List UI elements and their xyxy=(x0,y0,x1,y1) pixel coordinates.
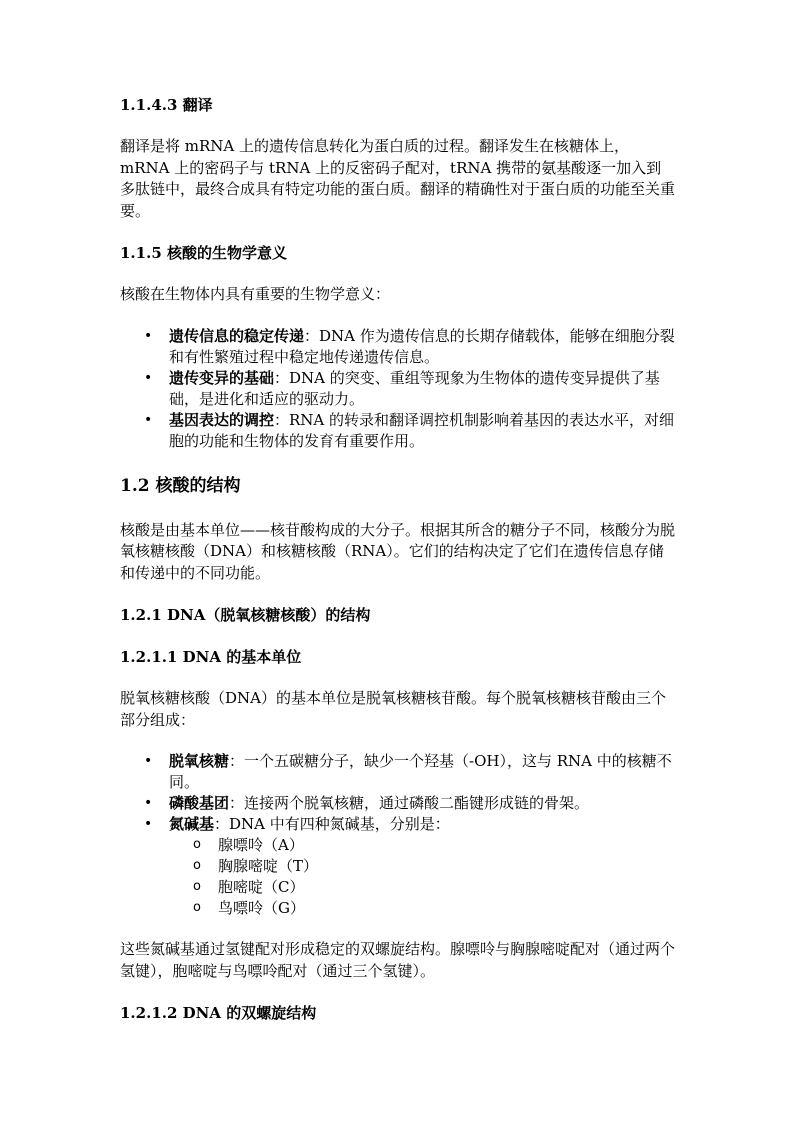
list-item-term: 磷酸基团 xyxy=(169,794,230,812)
list-item-text: ：一个五碳糖分子，缺少一个羟基（-OH），这与 RNA 中的核糖不同。 xyxy=(169,752,672,791)
list-item-term: 氮碱基 xyxy=(169,815,215,833)
list-item xyxy=(169,793,676,814)
paragraph-significance-intro: 核酸在生物体内具有重要的生物学意义： xyxy=(120,285,391,303)
paragraph-base-pairing: 这些氮碱基通过氢键配对形成稳定的双螺旋结构。腺嘌呤与胸腺嘧啶配对（通过两个氢键），胞嘧啶与鸟嘌呤配对（通过三个氢键）。 xyxy=(120,940,676,980)
list-item-text: ：DNA 作为遗传信息的长期存储载体，能够在细胞分裂和有性繁殖过程中稳定地传递遗传信息。 xyxy=(169,326,675,366)
heading-1-2-1: 1.2.1 DNA（脱氧核糖核酸）的结构 xyxy=(120,606,371,624)
list-item xyxy=(169,410,676,452)
base-item: o 腺嘌呤（A） xyxy=(218,835,676,856)
base-item: o 胞嘧啶（C） xyxy=(218,877,676,898)
list-item-term: 遗传信息的稳定传递 xyxy=(169,326,305,345)
paragraph-dna-unit: 脱氧核糖核酸（DNA）的基本单位是脱氧核糖核苷酸。每个脱氧核糖核苷酸由三个部分组成： xyxy=(120,689,666,729)
paragraph-translation: 翻译是将 mRNA 上的遗传信息转化为蛋白质的过程。翻译发生在核糖体上，mRNA 上的密码子与 tRNA 上的反密码子配对，tRNA 携带的氨基酸逐一加入到多肽链中，最终合成具有特定功能的蛋白质。翻译的精确性对于蛋白质的功能至关重要。 xyxy=(120,137,676,220)
heading-1-1-5: 1.1.5 核酸的生物学意义 xyxy=(120,244,287,262)
list-item-text: ：连接两个脱氧核糖，通过磷酸二酯键形成链的骨架。 xyxy=(229,794,590,812)
heading-1-2-1-1: 1.2.1.1 DNA 的基本单位 xyxy=(120,648,302,666)
heading-1-2: 1.2 核酸的结构 xyxy=(120,475,241,496)
base-item: o 鸟嘌呤（G） xyxy=(218,898,676,919)
list-item-term: 遗传变异的基础 xyxy=(169,368,275,387)
list-item-term: 脱氧核糖 xyxy=(169,752,230,770)
heading-1-2-1-2: 1.2.1.2 DNA 的双螺旋结构 xyxy=(120,1004,317,1022)
list-item xyxy=(169,814,676,919)
list-item-term: 基因表达的调控 xyxy=(169,410,275,429)
list-item-text: ：RNA 的转录和翻译调控机制影响着基因的表达水平，对细胞的功能和生物体的发育有重要作用。 xyxy=(169,410,675,450)
list-item xyxy=(169,326,676,368)
list-item-text: ：DNA 的突变、重组等现象为生物体的遗传变异提供了基础，是进化和适应的驱动力。 xyxy=(169,368,660,408)
document-body xyxy=(120,94,676,1044)
list-item xyxy=(169,368,676,410)
paragraph-structure: 核酸是由基本单位——核苷酸构成的大分子。根据其所含的糖分子不同，核酸分为脱氧核糖核酸（DNA）和核糖核酸（RNA）。它们的结构决定了它们在遗传信息存储和传递中的不同功能。 xyxy=(120,520,676,582)
list-item xyxy=(169,751,676,793)
base-item: o 胸腺嘧啶（T） xyxy=(218,856,676,877)
list-item-text: ：DNA 中有四种氮碱基，分别是： xyxy=(214,815,450,833)
significance-list xyxy=(120,326,676,452)
base-list xyxy=(169,835,676,919)
nucleotide-parts-list xyxy=(120,751,676,919)
heading-1-1-4-3: 1.1.4.3 翻译 xyxy=(120,96,213,114)
